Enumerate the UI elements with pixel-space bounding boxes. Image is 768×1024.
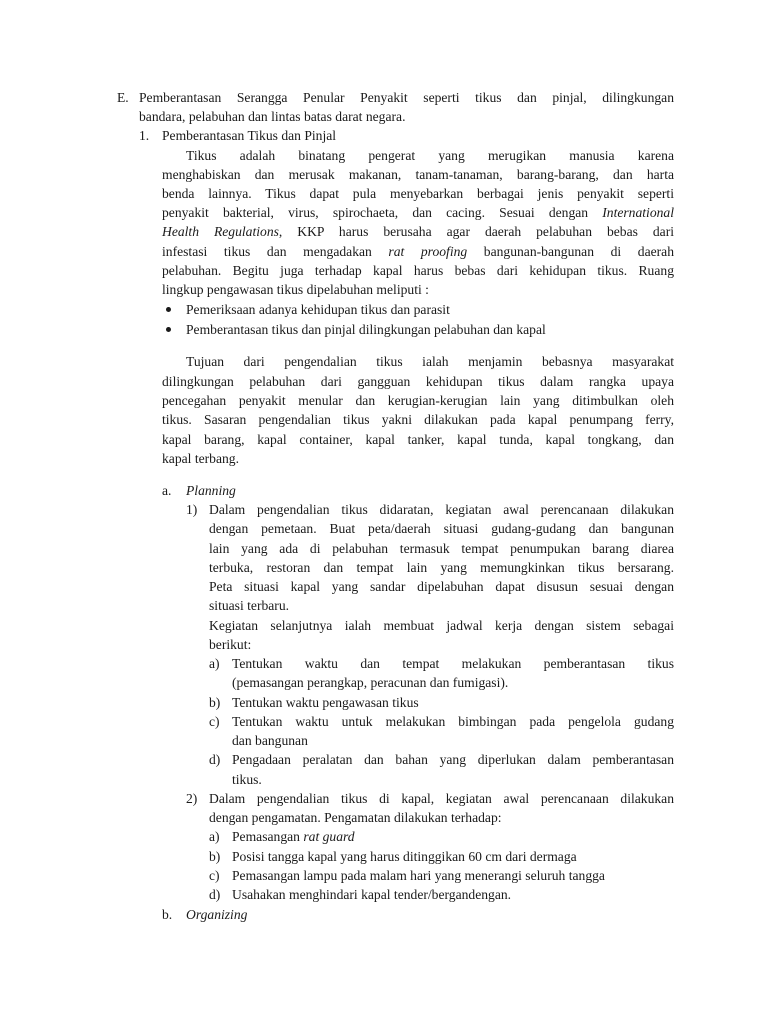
para1-line-2: menghabiskan dan merusak makanan, tanam-tanaman, barang-barang, dan harta [162, 167, 674, 182]
para1-line-6: infestasi tikus dan mengadakan rat proofing bangunan-bangunan di daerah [162, 244, 674, 259]
planning-1-label: 1) [186, 502, 198, 517]
para1-line-3: benda lainnya. Tikus dapat pula menyebarkan berbagai jenis penyakit seperti [162, 186, 674, 201]
planning-1-line-3: lain yang ada di pelabuhan termasuk tempat penumpukan barang diarea [209, 541, 674, 556]
planning-2-line-1: Dalam pengendalian tikus di kapal, kegiatan awal perencanaan dilakukan [209, 791, 674, 806]
planning-2-sub-c-text: Pemasangan lampu pada malam hari yang menerangi seluruh tangga [232, 868, 605, 883]
para1-line-7: pelabuhan. Begitu juga terhadap kapal harus bebas dari kehidupan tikus. Ruang [162, 263, 674, 278]
bullet-dot-1 [166, 307, 171, 312]
para2-line-5: kapal barang, kapal container, kapal tanker, kapal tunda, kapal tongkang, dan [162, 432, 674, 447]
planning-1-line-5: Peta situasi kapal yang sandar dipelabuhan dapat disusun sesuai dengan [209, 579, 674, 594]
para2-line-6: kapal terbang. [162, 451, 239, 466]
planning-1-line-8: berikut: [209, 637, 252, 652]
para1-line-1: Tikus adalah binatang pengerat yang merugikan manusia karena [186, 148, 674, 163]
para1-line-8: lingkup pengawasan tikus dipelabuhan meliputi : [162, 282, 429, 297]
para1-line-5: Health Regulations, KKP harus berusaha agar daerah pelabuhan bebas dari [162, 224, 674, 239]
planning-2-sub-b-text: Posisi tangga kapal yang harus ditinggikan 60 cm dari dermaga [232, 849, 577, 864]
planning-2-sub-c-label: c) [209, 868, 220, 883]
section-e-heading-line-1: Pemberantasan Serangga Penular Penyakit seperti tikus dan pinjal, dilingkungan [139, 90, 674, 105]
bullet-dot-2 [166, 327, 171, 332]
para2-line-3: pencegahan penyakit menular dan kerugian-kerugian lain yang ditimbulkan oleh [162, 393, 674, 408]
planning-1-sub-a-line-2: (pemasangan perangkap, peracunan dan fumigasi). [232, 675, 509, 690]
planning-1-line-6: situasi terbaru. [209, 598, 290, 613]
para2-line-2: dilingkungan pelabuhan dari gangguan kehidupan tikus dalam rangka upaya [162, 374, 674, 389]
planning-1-line-7: Kegiatan selanjutnya ialah membuat jadwal kerja dengan sistem sebagai [209, 618, 674, 633]
section-e-label: E. [117, 90, 129, 105]
planning-1-line-2: dengan pemetaan. Buat peta/daerah situasi gudang-gudang dan bangunan [209, 521, 674, 536]
para2-line-4: tikus. Sasaran pengendalian tikus yakni dilakukan pada kapal penumpang ferry, [162, 412, 674, 427]
planning-2-line-2: dengan pengamatan. Pengamatan dilakukan terhadap: [209, 810, 502, 825]
planning-1-sub-d-line-2: tikus. [232, 772, 262, 787]
bullet-item-2: Pemberantasan tikus dan pinjal dilingkungan pelabuhan dan kapal [186, 322, 546, 337]
para2-line-1: Tujuan dari pengendalian tikus ialah menjamin bebasnya masyarakat [186, 354, 674, 369]
planning-2-sub-b-label: b) [209, 849, 221, 864]
planning-1-line-4: terbuka, restoran dan tempat lain yang memungkinkan tikus bersarang. [209, 560, 674, 575]
planning-1-sub-a-line-1: Tentukan waktu dan tempat melakukan pemberantasan tikus [232, 656, 674, 671]
planning-2-sub-a-text: Pemasangan rat guard [232, 829, 355, 844]
planning-1-sub-c-label: c) [209, 714, 220, 729]
planning-1-sub-c-line-2: dan bangunan [232, 733, 308, 748]
planning-1-sub-b-label: b) [209, 695, 221, 710]
sub1-label: 1. [139, 128, 150, 143]
planning-2-sub-a-label: a) [209, 829, 220, 844]
item-a-title: Planning [186, 483, 236, 498]
sub1-title: Pemberantasan Tikus dan Pinjal [162, 128, 337, 143]
section-e-heading-line-2: bandara, pelabuhan dan lintas batas darat negara. [139, 109, 406, 124]
planning-2-label: 2) [186, 791, 198, 806]
planning-1-sub-d-line-1: Pengadaan peralatan dan bahan yang diperlukan dalam pemberantasan [232, 752, 674, 767]
planning-1-sub-c-line-1: Tentukan waktu untuk melakukan bimbingan pada pengelola gudang [232, 714, 674, 729]
planning-1-sub-d-label: d) [209, 752, 221, 767]
para1-line-4: penyakit bakterial, virus, spirochaeta, dan cacing. Sesuai dengan International [162, 205, 674, 220]
planning-1-sub-b-line-1: Tentukan waktu pengawasan tikus [232, 695, 419, 710]
planning-2-sub-d-text: Usahakan menghindari kapal tender/bergandengan. [232, 887, 512, 902]
item-b-label: b. [162, 907, 173, 922]
bullet-item-1: Pemeriksaan adanya kehidupan tikus dan parasit [186, 302, 450, 317]
planning-1-sub-a-label: a) [209, 656, 220, 671]
planning-1-line-1: Dalam pengendalian tikus didaratan, kegiatan awal perencanaan dilakukan [209, 502, 674, 517]
item-a-label: a. [162, 483, 172, 498]
item-b-title: Organizing [186, 907, 248, 922]
planning-2-sub-d-label: d) [209, 887, 221, 902]
